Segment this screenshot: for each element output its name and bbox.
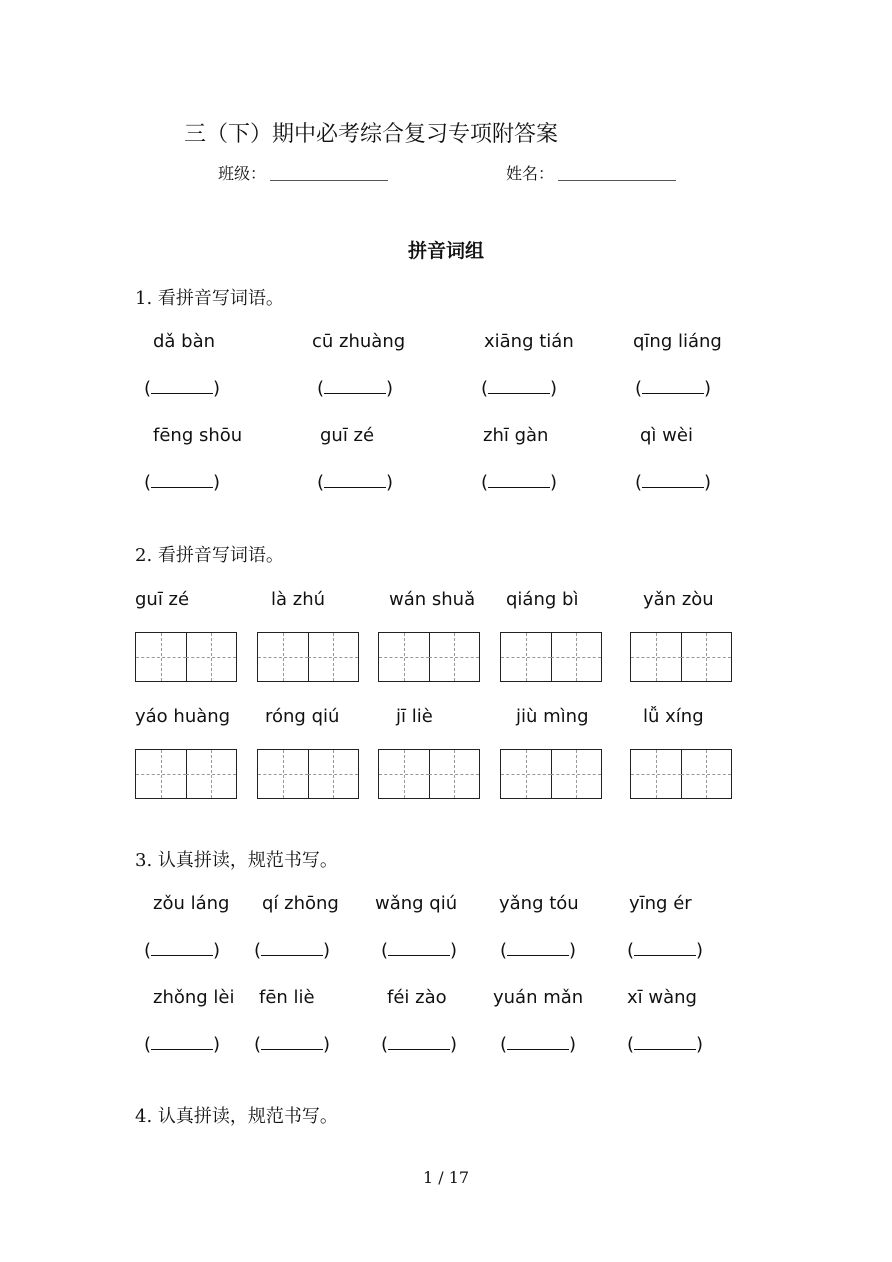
writing-grid[interactable]	[257, 632, 359, 682]
writing-grid[interactable]	[135, 632, 237, 682]
answer-blank[interactable]: ( )	[481, 472, 558, 493]
pinyin: guī zé	[135, 589, 190, 610]
pinyin: zhī gàn	[483, 425, 549, 446]
question-2-title: 2. 看拼音写词语。	[135, 545, 284, 566]
writing-grid[interactable]	[500, 632, 602, 682]
pinyin: wǎng qiú	[375, 893, 458, 914]
pinyin: fēn liè	[259, 987, 315, 1008]
pinyin: yīng ér	[629, 893, 692, 914]
pinyin: qí zhōng	[262, 893, 339, 914]
question-1-title: 1. 看拼音写词语。	[135, 288, 284, 309]
page-total: 17	[448, 1168, 470, 1187]
pinyin: là zhú	[271, 589, 326, 610]
answer-blank[interactable]: ( )	[500, 940, 577, 961]
answer-blank[interactable]: ( )	[144, 378, 221, 399]
answer-blank[interactable]: ( )	[635, 472, 712, 493]
pinyin: guī zé	[320, 425, 375, 446]
pinyin: yǎng tóu	[499, 893, 579, 914]
pinyin: féi zào	[387, 987, 447, 1008]
answer-blank[interactable]: ( )	[481, 378, 558, 399]
pinyin: lǚ xíng	[643, 706, 704, 727]
pinyin: qì wèi	[640, 425, 693, 446]
class-blank[interactable]	[270, 180, 388, 181]
pinyin: dǎ bàn	[153, 331, 216, 352]
writing-grid[interactable]	[378, 749, 480, 799]
page-number	[0, 1168, 892, 1187]
answer-blank[interactable]: ( )	[627, 1034, 704, 1055]
pinyin: zǒu láng	[153, 893, 230, 914]
writing-grid[interactable]	[630, 632, 732, 682]
page-title: 三（下）期中必考综合复习专项附答案	[184, 122, 559, 147]
page-separator: /	[438, 1168, 444, 1187]
answer-blank[interactable]: ( )	[144, 472, 221, 493]
pinyin: wán shuǎ	[389, 589, 476, 610]
section-title: 拼音词组	[407, 240, 484, 262]
name-blank[interactable]	[558, 180, 676, 181]
answer-blank[interactable]: ( )	[635, 378, 712, 399]
pinyin: cū zhuàng	[312, 331, 406, 352]
name-label: 姓名：	[506, 164, 555, 183]
answer-blank[interactable]: ( )	[381, 940, 458, 961]
pinyin: jī liè	[396, 706, 433, 727]
writing-grid[interactable]	[630, 749, 732, 799]
writing-grid[interactable]	[135, 749, 237, 799]
answer-blank[interactable]: ( )	[254, 1034, 331, 1055]
question-3-title: 3. 认真拼读，规范书写。	[135, 850, 338, 871]
pinyin: zhǒng lèi	[153, 987, 235, 1008]
writing-grid[interactable]	[500, 749, 602, 799]
writing-grid[interactable]	[378, 632, 480, 682]
pinyin: yǎn zòu	[643, 589, 714, 610]
answer-blank[interactable]: ( )	[627, 940, 704, 961]
answer-blank[interactable]: ( )	[500, 1034, 577, 1055]
pinyin: xiāng tián	[484, 331, 574, 352]
writing-grid[interactable]	[257, 749, 359, 799]
pinyin: jiù mìng	[516, 706, 589, 727]
pinyin: qiáng bì	[506, 589, 579, 610]
answer-blank[interactable]: ( )	[381, 1034, 458, 1055]
pinyin: yáo huàng	[135, 706, 231, 727]
answer-blank[interactable]: ( )	[317, 378, 394, 399]
answer-blank[interactable]: ( )	[144, 940, 221, 961]
answer-blank[interactable]: ( )	[317, 472, 394, 493]
pinyin: fēng shōu	[153, 425, 243, 446]
page-current: 1	[422, 1168, 434, 1187]
pinyin: róng qiú	[265, 706, 340, 727]
answer-blank[interactable]: ( )	[254, 940, 331, 961]
pinyin: qīng liáng	[633, 331, 722, 352]
answer-blank[interactable]: ( )	[144, 1034, 221, 1055]
pinyin: yuán mǎn	[493, 987, 584, 1008]
class-label: 班级：	[218, 164, 267, 183]
question-4-title: 4. 认真拼读，规范书写。	[135, 1106, 338, 1127]
pinyin: xī wàng	[627, 987, 697, 1008]
